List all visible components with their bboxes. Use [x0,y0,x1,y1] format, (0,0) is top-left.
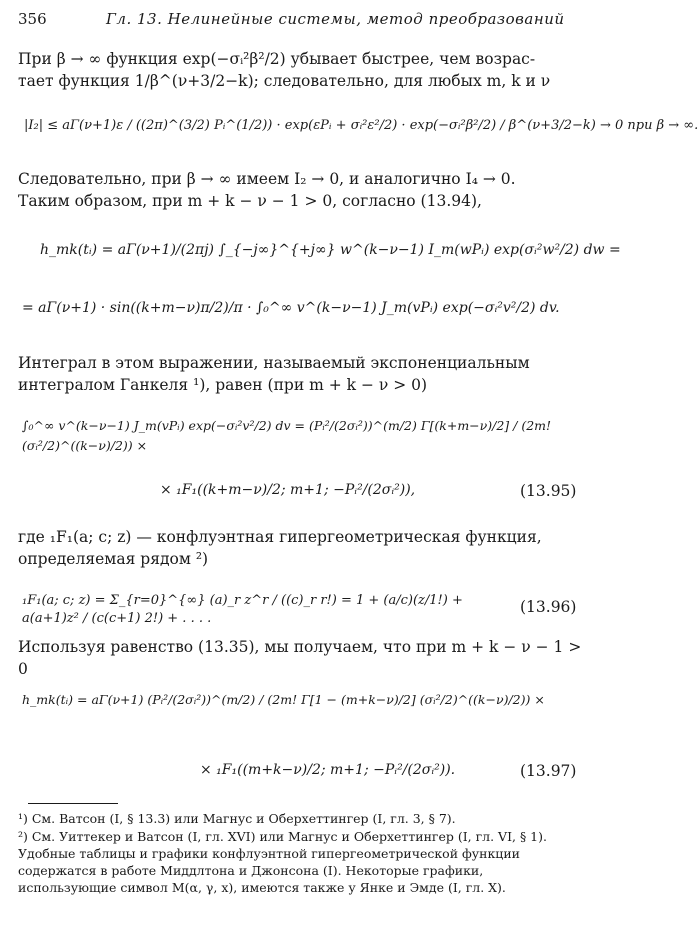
text-line: Интеграл в этом выражении, называемый экспоненциальным [18,354,530,372]
equation-13-96: ₁F₁(a; c; z) = Σ_{r=0}^{∞} (a)_r z^r / ((c)_r r!) = 1 + (a/c)(z/1!) + a(a+1)z² / (c(c+1) 2!) + . . . . [22,593,463,626]
text-line: определяемая рядом ²) [18,550,209,568]
text-line: Таким образом, при m + k − ν − 1 > 0, согласно (13.94), [18,192,482,210]
page-header [18,10,584,32]
paragraph-using-equality: Используя равенство (13.35), мы получаем, что при m + k − ν − 1 > 0 [18,638,582,678]
equation-13-95-line1: ∫₀^∞ v^(k−ν−1) J_m(vPᵢ) exp(−σᵢ²v²/2) dv = (Pᵢ²/(2σᵢ²))^(m/2) Γ[(k+m−ν)/2] / (2m! (σᵢ²/2)^((k−ν)/2)) × [22,418,552,453]
page-number: 356 [18,10,47,28]
equation-13-97-line1: h_mk(tᵢ) = aΓ(ν+1) (Pᵢ²/(2σᵢ²))^(m/2) / (2m! Γ[1 − (m+k−ν)/2] (σᵢ²/2)^((k−ν)/2)) × [22,692,545,707]
equation-h-integral-line2: = aΓ(ν+1) · sin((k+m−ν)π/2)/π · ∫₀^∞ v^(k−ν−1) J_m(vPᵢ) exp(−σᵢ²v²/2) dv. [22,300,560,316]
footnote-2: ²) См. Уиттекер и Ватсон (I, гл. XVI) или Магнус и Оберхеттингер (I, гл. VI, § 1). Удобные таблицы и графики конфлуэнтной гипергеометрической функции содержатся в работе Миддлтона и Джонсона (I). Некоторые графики, использующие символ M(α, γ, x), имеются также у Янке и Эмде (I, гл. X). [18,829,547,895]
text-line: При β → ∞ функция exp(−σᵢ²β²/2) убывает быстрее, чем возрас- [18,50,536,68]
text-line: тает функция 1/β^(ν+3/2−k); следовательно, для любых m, k и ν [18,72,551,90]
equation-number: (13.96) [520,598,577,616]
text-line: интегралом Ганкеля ¹), равен (при m + k − ν > 0) [18,376,428,394]
equation-h-integral-line1: h_mk(tᵢ) = aΓ(ν+1)/(2πj) ∫_{−j∞}^{+j∞} w^(k−ν−1) I_m(wPᵢ) exp(σᵢ²w²/2) dw = [40,242,621,258]
text-line: где ₁F₁(a; c; z) — конфлуэнтная гипергеометрическая функция, [18,528,542,546]
paragraph-beta-limit [18,48,584,92]
equation-I2-bound: |I₂| ≤ aΓ(ν+1)ε / ((2π)^(3/2) Pᵢ^(1/2)) · exp(εPᵢ + σᵢ²ε²/2) · exp(−σᵢ²β²/2) / β^(ν+3/2−k) → 0 при β → ∞. [24,118,698,133]
equation-number: (13.95) [520,482,577,500]
paragraph-conclusion [18,168,584,212]
paragraph-hankel [18,352,584,396]
running-title: Гл. 13. Нелинейные системы, метод преобразований [106,10,565,28]
paragraph-hypergeometric [18,526,584,570]
footnote-1: ¹) См. Ватсон (I, § 13.3) или Магнус и Оберхеттингер (I, гл. 3, § 7). [18,811,456,826]
equation-13-95-line2: × ₁F₁((k+m−ν)/2; m+1; −Pᵢ²/(2σᵢ²)), [160,482,416,498]
footnote-divider [28,803,118,804]
equation-number: (13.97) [520,762,577,780]
equation-13-97-line2: × ₁F₁((m+k−ν)/2; m+1; −Pᵢ²/(2σᵢ²)). [200,762,456,778]
text-line: Следовательно, при β → ∞ имеем I₂ → 0, и аналогично I₄ → 0. [18,170,516,188]
